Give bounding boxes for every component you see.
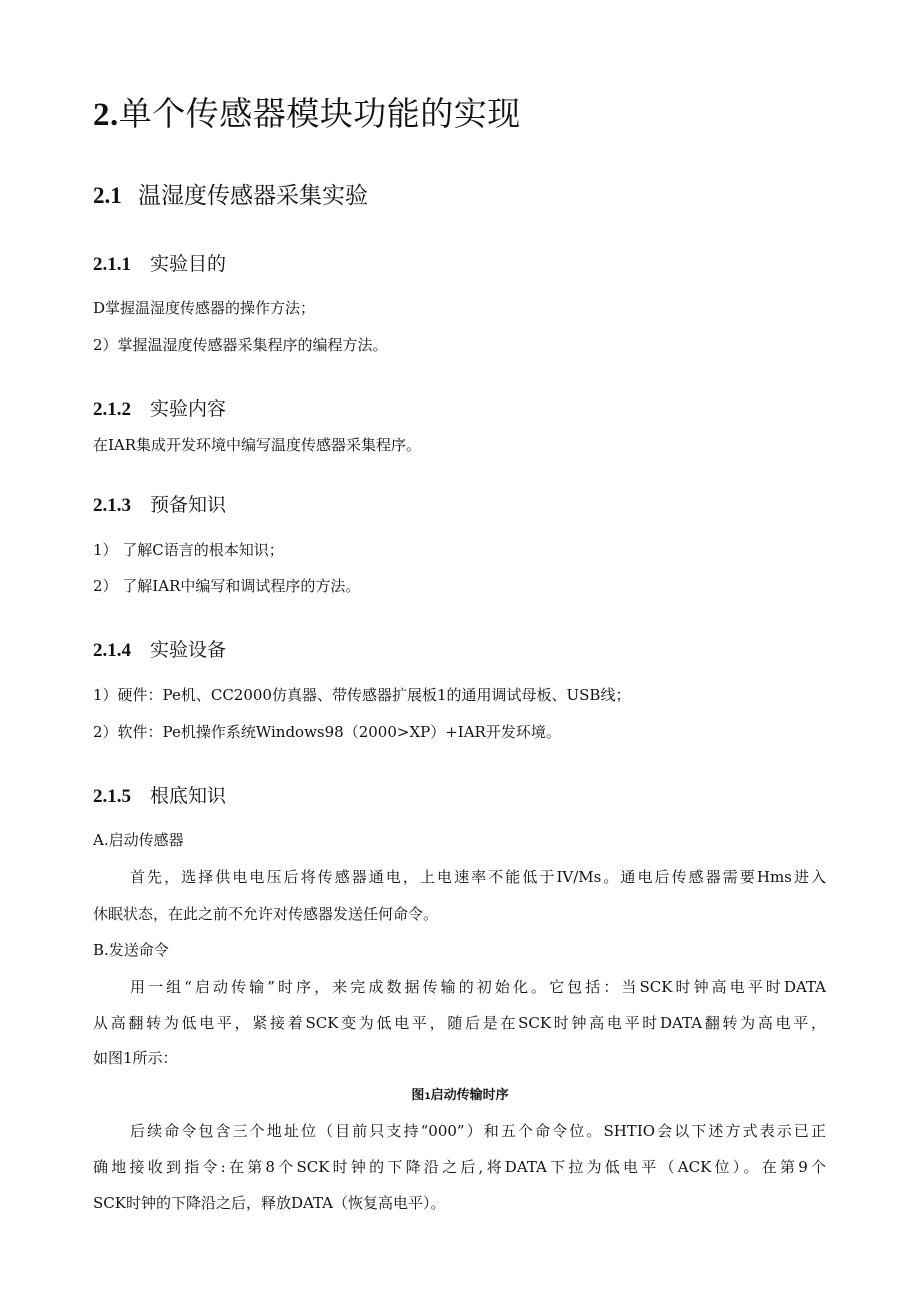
subsection-title: 实验目的 (150, 253, 227, 275)
list-item: D掌握温湿度传感器的操作方法； (93, 299, 316, 317)
subsection-number: 2.1.5 (93, 786, 131, 807)
list-item: 2） 了解IAR中编写和调试程序的方法。 (93, 577, 361, 595)
list-item: 1） 了解C语言的根本知识； (93, 541, 284, 559)
subsection-heading-211 (93, 249, 226, 276)
paragraph-line: 确地接收到指令:在第8个SCK时钟的下降沿之后,将DATA下拉为低电平（ACK位）。在第9个 (93, 1158, 826, 1176)
list-item: 2）软件：Pe机操作系统Windows98（2000>XP）+IAR开发环境。 (93, 723, 561, 741)
subsection-title: 实验设备 (150, 639, 227, 661)
section-number: 2.1 (93, 183, 122, 208)
paragraph-line: 后续命令包含三个地址位（目前只支持“000”）和五个命令位。SHTIO会以下述方式表示已正 (130, 1122, 826, 1140)
section-title: 温湿度传感器采集实验 (138, 183, 368, 209)
paragraph-line: SCK时钟的下降沿之后，释放DATA（恢复高电平）。 (93, 1194, 446, 1212)
figure-label: 图 (411, 1088, 425, 1103)
paragraph-heading: A.启动传感器 (93, 831, 184, 849)
subsection-number: 2.1.2 (93, 399, 131, 420)
figure-title: 启动传输时序 (430, 1088, 509, 1103)
subsection-title: 实验内容 (150, 398, 227, 420)
paragraph-line: 从高翻转为低电平，紧接着SCK变为低电平，随后是在SCK时钟高电平时DATA翻转为高电平， (93, 1014, 826, 1032)
figure-number: 1 (424, 1092, 431, 1102)
subsection-heading-213 (93, 490, 226, 517)
paragraph-line: 首先，选择供电电压后将传感器通电，上电速率不能低于IV/Ms。通电后传感器需要Hms进入 (130, 868, 826, 886)
subsection-heading-215 (93, 781, 226, 808)
list-item: 2）掌握温湿度传感器采集程序的编程方法。 (93, 336, 388, 354)
paragraph: 在IAR集成开发环境中编写温度传感器采集程序。 (93, 436, 422, 454)
figure-caption (0, 1084, 920, 1103)
subsection-number: 2.1.4 (93, 640, 131, 661)
chapter-title: 单个传感器模块功能的实现 (118, 94, 521, 133)
subsection-number: 2.1.1 (93, 254, 131, 275)
subsection-title: 根底知识 (150, 785, 227, 807)
subsection-heading-212 (93, 394, 226, 421)
chapter-heading (93, 88, 521, 135)
subsection-title: 预备知识 (150, 494, 227, 516)
paragraph-heading: B.发送命令 (93, 941, 169, 959)
chapter-number: 2. (93, 97, 119, 133)
section-heading (93, 177, 368, 210)
paragraph-line: 休眠状态，在此之前不允许对传感器发送任何命令。 (93, 905, 439, 923)
subsection-heading-214 (93, 635, 226, 662)
paragraph-line: 如图1所示： (93, 1049, 178, 1067)
list-item: 1）硬件：Pe机、CC2000仿真器、带传感器扩展板1的通用调试母板、USB线； (93, 686, 631, 704)
subsection-number: 2.1.3 (93, 495, 131, 516)
paragraph-line: 用一组“启动传输”时序，来完成数据传输的初始化。它包括：当SCK时钟高电平时DATA (130, 978, 826, 996)
